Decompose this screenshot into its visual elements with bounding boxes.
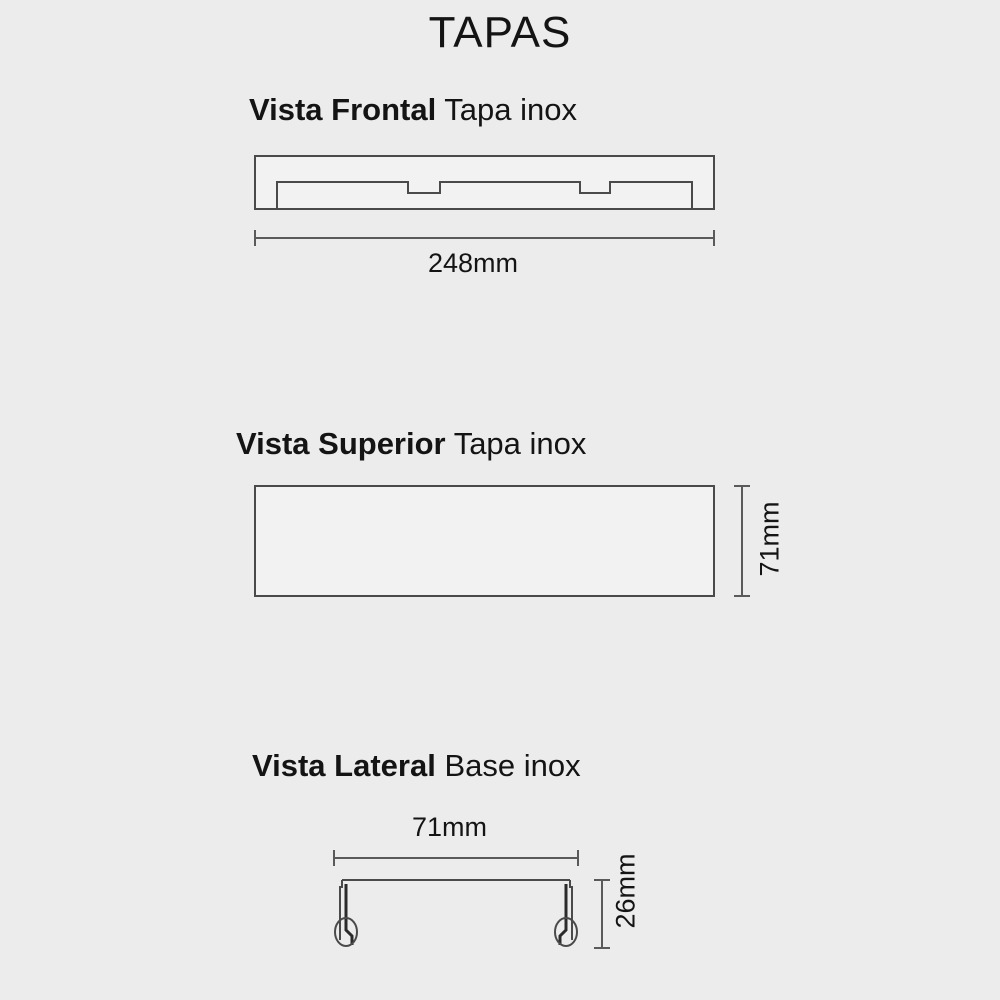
section-heading-lateral-light: Base inox [444,748,581,783]
section-heading-lateral [252,748,581,784]
section-heading-frontal-strong: Vista Frontal [249,92,437,127]
superior-depth-dimension-label: 71mm [754,501,785,577]
frontal-view-drawing [250,150,720,260]
page-title: TAPAS [428,8,572,57]
section-heading-superior-light: Tapa inox [453,426,587,461]
section-heading-superior-strong: Vista Superior [236,426,446,461]
lateral-height-dimension-label: 26mm [610,853,641,929]
section-heading-frontal [249,92,577,128]
section-heading-superior [236,426,586,462]
lateral-width-dimension-label: 71mm [412,812,488,842]
superior-view-drawing [250,480,760,625]
section-heading-frontal-light: Tapa inox [444,92,577,127]
frontal-width-dimension-label: 248mm [428,248,519,278]
section-heading-lateral-strong: Vista Lateral [252,748,436,783]
